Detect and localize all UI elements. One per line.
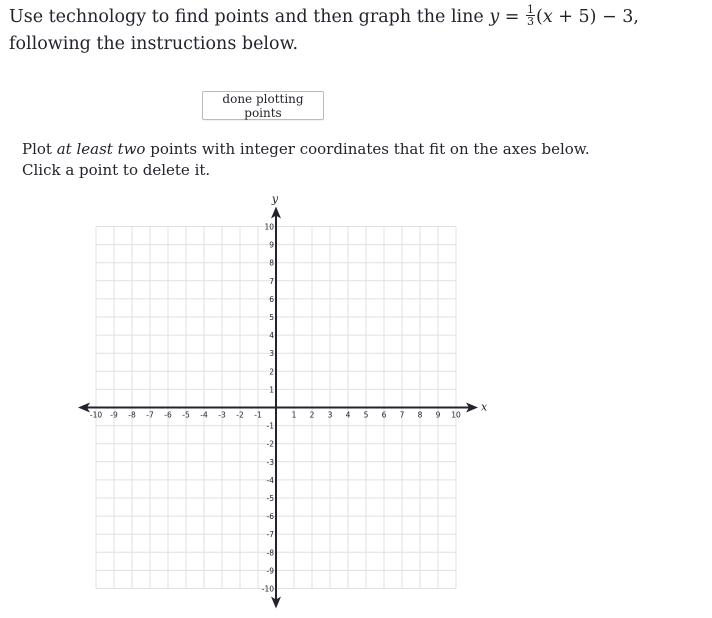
instructions-line-2: Click a point to delete it.: [22, 161, 211, 179]
y-tick-label: -9: [266, 566, 274, 576]
equation-lhs: y: [489, 7, 500, 27]
fraction-numerator: 1: [527, 3, 535, 16]
y-tick-label: 1: [269, 385, 274, 395]
y-tick-label: 4: [269, 331, 274, 341]
y-axis-label: y: [271, 192, 279, 206]
x-tick-label: 6: [381, 410, 387, 420]
equation-paren-open: (: [536, 7, 543, 27]
y-tick-label: -7: [266, 530, 274, 540]
x-tick-label: -3: [218, 410, 226, 420]
x-tick-label: 3: [327, 410, 333, 420]
y-tick-label: -5: [266, 494, 274, 503]
y-tick-label: 2: [269, 367, 274, 377]
y-tick-label: 9: [269, 240, 274, 250]
instructions-emphasis: at least two: [56, 140, 146, 158]
x-tick-label: 9: [435, 410, 441, 420]
done-plotting-points-button[interactable]: done plotting points: [202, 91, 324, 120]
x-tick-label: -8: [128, 410, 136, 420]
equation-var: x: [542, 7, 553, 27]
problem-prefix: Use technology to find points and then graph the line: [9, 7, 490, 27]
x-tick-label: -7: [146, 410, 154, 420]
y-tick-label: -10: [261, 584, 274, 594]
x-tick-label: -2: [236, 410, 244, 420]
y-tick-label: 6: [269, 294, 274, 304]
x-tick-label: -9: [110, 410, 118, 420]
x-tick-label: -6: [164, 410, 172, 420]
axes: [78, 193, 488, 609]
x-tick-label: 5: [363, 410, 369, 420]
x-tick-label: 10: [451, 410, 461, 420]
fraction-denominator: 3: [527, 15, 535, 28]
x-tick-label: -1: [254, 410, 262, 420]
x-axis-label: x: [481, 400, 488, 414]
x-tick-label: -5: [182, 410, 190, 420]
y-tick-label: 8: [269, 258, 274, 268]
y-tick-label: -2: [266, 439, 274, 449]
x-tick-label: 1: [291, 410, 297, 420]
x-tick-label: -10: [89, 410, 103, 420]
y-tick-label: -6: [266, 512, 274, 522]
y-tick-label: 3: [269, 349, 274, 359]
x-tick-label: 4: [345, 410, 351, 420]
x-tick-label: 2: [309, 410, 315, 420]
y-tick-label: -3: [266, 457, 274, 467]
equation-equals: =: [499, 7, 526, 27]
instructions-line-1-after: points with integer coordinates that fit on the axes below.: [145, 140, 590, 158]
y-tick-label: 5: [269, 313, 274, 322]
x-tick-label: 7: [399, 410, 405, 420]
y-tick-label: -1: [266, 421, 274, 431]
y-tick-label: 7: [269, 276, 274, 286]
problem-suffix: , following the instructions below.: [9, 7, 639, 54]
y-tick-label: 10: [264, 222, 274, 232]
instructions-line-1-before: Plot: [22, 140, 57, 158]
y-tick-label: -8: [266, 548, 274, 558]
y-tick-label: -4: [266, 475, 274, 485]
equation-minus: − 3: [596, 7, 634, 27]
equation-paren-close: ): [589, 7, 597, 27]
equation-plus: + 5: [552, 7, 590, 27]
x-tick-label: 8: [417, 410, 423, 420]
x-tick-label: -4: [200, 410, 208, 420]
